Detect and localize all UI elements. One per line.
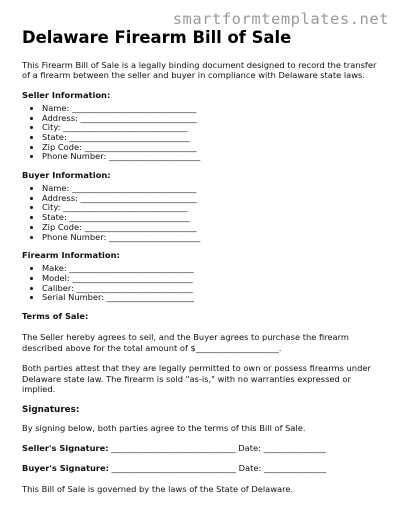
governing-law-footer: This Bill of Sale is governed by the laws of the State of Delaware. xyxy=(22,483,294,494)
terms-heading: Terms of Sale: xyxy=(22,311,89,322)
firearm-heading: Firearm Information: xyxy=(22,250,120,261)
firearm-make-field: • Make: ______________________________ xyxy=(42,264,384,274)
buyer-name-field: • Name: ______________________________ xyxy=(42,184,384,194)
firearm-serial-field: • Serial Number: _____________________ xyxy=(42,293,384,303)
terms-paragraph-2: Both parties attest that they are legally permitted to own or possess firearms under Delaware state law. The firearm is sold "as-is," with no warranties expressed or implied. xyxy=(22,363,371,395)
firearm-caliber-field: • Caliber: ____________________________ xyxy=(42,284,384,294)
seller-phone-field: • Phone Number: ______________________ xyxy=(42,152,384,162)
firearm-fields-list xyxy=(22,264,384,303)
seller-address-field: • Address: ____________________________ xyxy=(42,114,384,124)
buyer-heading: Buyer Information: xyxy=(22,170,111,181)
seller-name-field: • Name: ______________________________ xyxy=(42,104,384,114)
terms-paragraph-1: The Seller hereby agrees to sell, and the Buyer agrees to purchase the firearm described above for the total amount of $____________________. xyxy=(22,331,349,353)
intro-paragraph: This Firearm Bill of Sale is a legally binding document designed to record the transfer of a firearm between the seller and buyer in compliance with Delaware state laws. xyxy=(22,59,377,81)
buyer-state-field: • State: _____________________________ xyxy=(42,213,384,223)
buyer-zip-field: • Zip Code: ___________________________ xyxy=(42,223,384,233)
seller-heading: Seller Information: xyxy=(22,89,111,100)
signatures-intro: By signing below, both parties agree to the terms of this Bill of Sale. xyxy=(22,423,306,434)
seller-signature-blank: ______________________________ Date: _______________ xyxy=(108,442,326,453)
buyer-signature-line xyxy=(22,464,384,474)
buyer-address-field: • Address: ____________________________ xyxy=(42,194,384,204)
seller-signature-line xyxy=(22,444,384,454)
seller-state-field: • State: _____________________________ xyxy=(42,133,384,143)
signatures-heading: Signatures: xyxy=(22,405,80,416)
buyer-fields-list xyxy=(22,184,384,242)
seller-city-field: • City: ______________________________ xyxy=(42,123,384,133)
document-title: Delaware Firearm Bill of Sale xyxy=(22,28,292,47)
site-watermark: smartformtemplates.net xyxy=(172,10,389,28)
bill-of-sale-document xyxy=(22,28,384,504)
buyer-signature-blank: ______________________________ Date: _______________ xyxy=(108,462,327,473)
seller-signature-label: Seller's Signature: xyxy=(22,442,109,453)
seller-fields-list xyxy=(22,104,384,162)
seller-zip-field: • Zip Code: ___________________________ xyxy=(42,143,384,153)
buyer-phone-field: • Phone Number: ______________________ xyxy=(42,233,384,243)
buyer-city-field: • City: ______________________________ xyxy=(42,203,384,213)
buyer-signature-label: Buyer's Signature: xyxy=(22,462,109,473)
firearm-model-field: • Model: _____________________________ xyxy=(42,274,384,284)
